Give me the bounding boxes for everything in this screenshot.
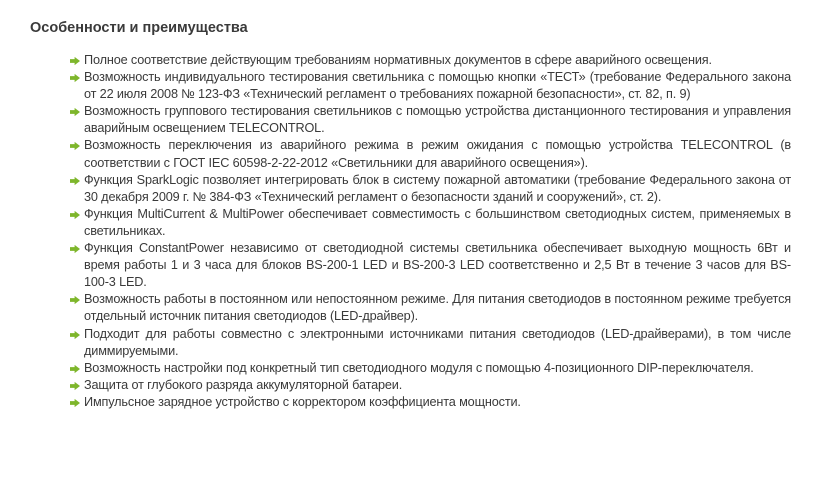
list-item-text: Защита от глубокого разряда аккумуляторной батареи. xyxy=(84,377,403,392)
arrow-right-icon xyxy=(70,330,80,340)
list-item-text: Возможность работы в постоянном или непостоянном режиме. Для питания светодиодов в постоянном режиме требуется отдельный источник питания светодиодов (LED-драйвер). xyxy=(84,292,791,324)
list-item xyxy=(70,394,791,411)
list-item xyxy=(70,326,791,360)
list-item xyxy=(70,52,791,69)
list-item-text: Функция ConstantPower независимо от светодиодной системы светильника обеспечивает выходную мощность 6Вт и время работы 1 и 3 часа для блоков BS-200-1 LED и BS-200-3 LED соответственно и 2,5 Вт в течение 3 часов для BS-100-3 LED. xyxy=(84,241,791,290)
arrow-right-icon xyxy=(70,210,80,220)
arrow-right-icon xyxy=(70,244,80,254)
features-list xyxy=(70,52,791,411)
arrow-right-icon xyxy=(70,398,80,408)
arrow-right-icon xyxy=(70,73,80,83)
list-item xyxy=(70,240,791,291)
arrow-right-icon xyxy=(70,364,80,374)
list-item-text: Функция SparkLogic позволяет интегрировать блок в систему пожарной автоматики (требование Федерального закона от 30 декабря 2009 г. № 384-ФЗ «Технический регламент о безопасности зданий и сооружений», ст. 2). xyxy=(84,172,791,204)
list-item-text: Возможность настройки под конкретный тип светодиодного модуля с помощью 4-позиционного DIP-переключателя. xyxy=(84,360,754,375)
arrow-right-icon xyxy=(70,381,80,391)
list-item xyxy=(70,360,791,377)
list-item-text: Импульсное зарядное устройство с корректором коэффициента мощности. xyxy=(84,394,521,409)
arrow-right-icon xyxy=(70,56,80,66)
arrow-right-icon xyxy=(70,295,80,305)
list-item xyxy=(70,172,791,206)
list-item-text: Возможность группового тестирования светильников с помощью устройства дистанционного тестирования и управления аварийным освещением TELECONTROL. xyxy=(84,104,791,136)
list-item xyxy=(70,103,791,137)
list-item xyxy=(70,137,791,171)
arrow-right-icon xyxy=(70,176,80,186)
list-item-text: Полное соответствие действующим требованиям нормативных документов в сфере аварийного освещения. xyxy=(84,53,712,67)
list-item xyxy=(70,377,791,394)
list-item-text: Возможность переключения из аварийного режима в режим ожидания с помощью устройства TELECONTROL (в соответствии с ГОСТ IEC 60598-2-22-2012 «Светильники для аварийного освещения»). xyxy=(84,138,791,170)
list-item xyxy=(70,291,791,325)
arrow-right-icon xyxy=(70,107,80,117)
list-item-text: Функция MultiCurrent & MultiPower обеспечивает совместимость с большинством светодиодных систем, применяемых в светильниках. xyxy=(84,206,791,238)
list-item-text: Подходит для работы совместно с электронными источниками питания светодиодов (LED-драйверами), в том числе диммируемыми. xyxy=(84,326,791,358)
page-title: Особенности и преимущества xyxy=(30,20,248,36)
list-item xyxy=(70,69,791,103)
list-item-text: Возможность индивидуального тестирования светильника с помощью кнопки «ТЕСТ» (требование Федерального закона от 22 июля 2008 № 123-ФЗ «Технический регламент о требованиях пожарной безопасности», ст. 82, п. 9) xyxy=(84,70,791,102)
arrow-right-icon xyxy=(70,141,80,151)
list-item xyxy=(70,206,791,240)
